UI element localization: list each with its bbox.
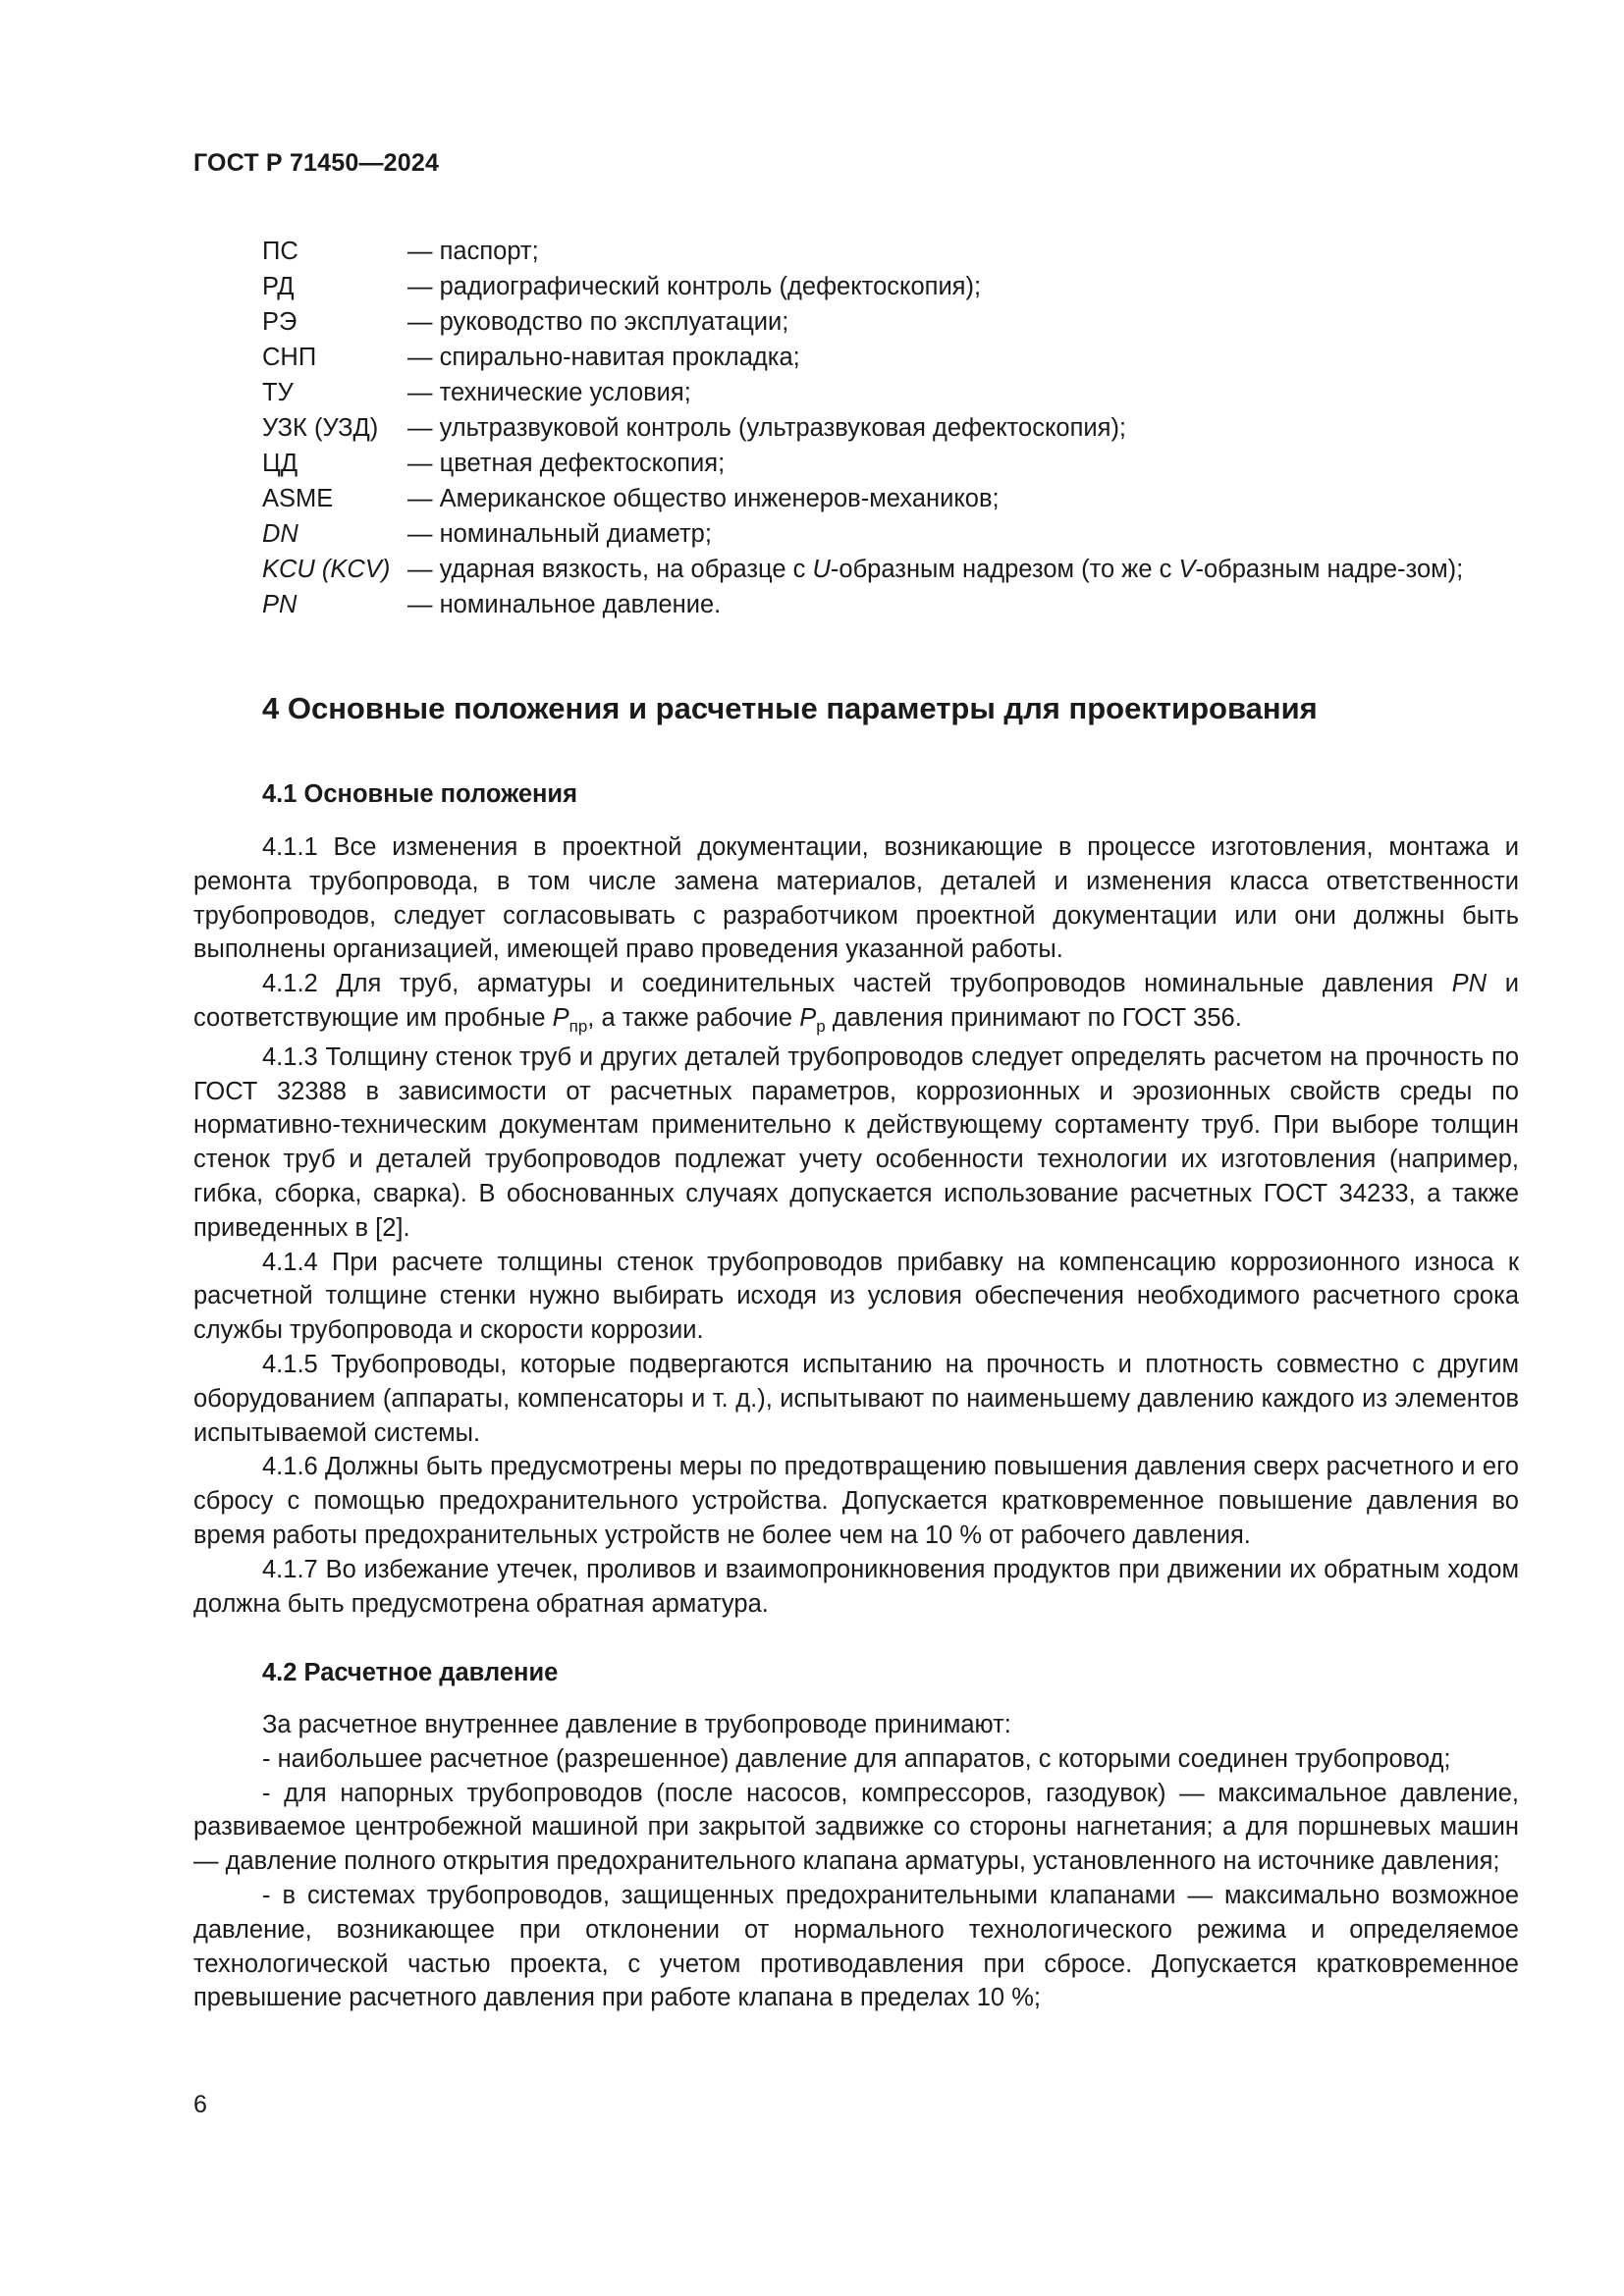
definition-italic: V [1178,556,1196,583]
abbreviation-term: KCU (KCV) [262,556,391,583]
abbreviation-row [262,269,1519,304]
abbreviation-definition: — цветная дефектоскопия; [407,450,726,477]
abbreviation-row [262,304,1519,340]
abbreviation-definition [407,552,1519,587]
subsection-4-2-heading: 4.2 Расчетное давление [262,1659,559,1686]
abbreviation-list [262,234,1519,622]
subsection-4-1-body [193,830,1519,1621]
paragraph-text: давления принимают по ГОСТ 356. [825,1003,1242,1032]
pressure-subscript: пр [568,1016,588,1036]
page-number: 6 [193,2091,207,2118]
paragraph-4-1-1: 4.1.1 Все изменения в проектной документации, возникающие в процессе изготовления, монтажа и ремонта трубопровода, в том числе замена материалов, деталей и изменения класса ответственности трубопроводов, следует согласовывать с разработчиком проектной документации или они должны быть выполнены организацией, имеющей право проведения указанной работы. [193,833,1519,964]
list-item: - наибольшее расчетное (разрешенное) давление для аппаратов, с которыми соединен трубопровод; [262,1744,1451,1773]
abbreviation-row [262,446,1519,481]
document-code-header: ГОСТ Р 71450—2024 [193,149,440,177]
abbreviation-definition: — руководство по эксплуатации; [407,308,789,336]
pressure-symbol: P [552,1003,569,1032]
abbreviation-row [262,340,1519,375]
paragraph-4-1-6: 4.1.6 Должны быть предусмотрены меры по предотвращению повышения давления сверх расчетного и его сбросу с помощью предохранительного устройства. Допускается кратковременное повышение давления во время работы предохранительных устройств не более чем на 10 % от рабочего давления. [193,1453,1519,1549]
definition-text: -образным надрезом (то же с [830,556,1179,583]
abbreviation-term: ТУ [262,379,294,406]
abbreviation-definition: — технические условия; [407,379,691,406]
pressure-subscript: р [816,1016,826,1036]
abbreviation-row [262,516,1519,552]
abbreviation-term: РД [262,273,295,300]
abbreviation-definition: — спирально-навитая прокладка; [407,344,800,371]
abbreviation-row [262,410,1519,446]
abbreviation-term: PN [262,591,298,618]
abbreviation-term: РЭ [262,308,298,336]
abbreviation-row [262,481,1519,516]
abbreviation-term: УЗК (УЗД) [262,414,379,442]
paragraph-text: и соответствующие им пробные [193,970,1519,1032]
pressure-symbol: P [799,1003,817,1032]
paragraph-4-1-4: 4.1.4 При расчете толщины стенок трубопроводов прибавку на компенсацию коррозионного износа к расчетной толщине стенки нужно выбирать исходя из условия обеспечения необходимого расчетного срока службы трубопровода и скорости коррозии. [193,1248,1519,1345]
abbreviation-row [262,234,1519,269]
abbreviation-row [262,587,1519,622]
pn-symbol: PN [1451,970,1488,998]
abbreviation-term: DN [262,520,298,548]
paragraph-4-1-3: 4.1.3 Толщину стенок труб и других деталей трубопроводов следует определять расчетом на прочность по ГОСТ 32388 в зависимости от расчетных параметров, коррозионных и эрозионных свойств среды по нормативно-техническим документам применительно к действующему сортаменту труб. При выборе толщин стенок труб и деталей трубопроводов подлежат учету особенности технологии их изготовления (например, гибка, сборка, сварка). В обоснованных случаях допускается использование расчетных ГОСТ 34233, а также приведенных в [2]. [193,1042,1519,1242]
list-item: - для напорных трубопроводов (после насосов, компрессоров, газодувок) — максимальное давление, развиваемое центробежной машиной при закрытой задвижке со стороны нагнетания; а для поршневых машин — давление полного открытия предохранительного клапана арматуры, установленного на источнике давления; [193,1779,1519,1876]
abbreviation-term: ASME [262,485,334,512]
abbreviation-definition: — номинальный диаметр; [407,520,712,548]
abbreviation-definition: — радиографический контроль (дефектоскопия); [407,273,982,300]
abbreviation-row [262,552,1519,587]
abbreviation-term: ЦД [262,450,298,477]
abbreviation-definition: — Американское общество инженеров-механиков; [407,485,1000,512]
abbreviation-term: ПС [262,238,298,265]
abbreviation-term: СНП [262,344,317,371]
definition-text: — ударная вязкость, на образце с [407,556,813,583]
abbreviation-definition: — номинальное давление. [407,591,722,618]
abbreviation-definition: — паспорт; [407,238,539,265]
definition-italic: U [812,556,831,583]
paragraph-text: , а также рабочие [587,1003,800,1032]
definition-text: -образным надре-зом); [1195,556,1464,583]
subsection-4-2-body [193,1708,1519,2015]
abbreviation-definition: — ультразвуковой контроль (ультразвуковая дефектоскопия); [407,414,1127,442]
section-4-heading: 4 Основные положения и расчетные параметры для проектирования [262,691,1318,725]
paragraph-intro: За расчетное внутреннее давление в трубопроводе принимают: [262,1711,1011,1738]
list-item: - в системах трубопроводов, защищенных предохранительными клапанами — максимально возможное давление, возникающее при отклонении от нормального технологического режима и определяемое технологической частью проекта, с учетом противодавления при сбросе. Допускается кратковременное превышение расчетного давления при работе клапана в пределах 10 %; [193,1881,1519,2012]
paragraph-4-1-7: 4.1.7 Во избежание утечек, проливов и взаимопроникновения продуктов при движении их обратным ходом должна быть предусмотрена обратная арматура. [193,1555,1519,1618]
paragraph-4-1-5: 4.1.5 Трубопроводы, которые подвергаются испытанию на прочность и плотность совместно с другим оборудованием (аппараты, компенсаторы и т. д.), испытывают по наименьшему давлению каждого из элементов испытываемой системы. [193,1350,1519,1447]
subsection-4-1-heading: 4.1 Основные положения [262,780,577,808]
paragraph-text: 4.1.2 Для труб, арматуры и соединительных частей трубопроводов номинальные давления [262,970,1452,998]
abbreviation-row [262,375,1519,410]
paragraph-4-1-2 [193,967,1519,1036]
